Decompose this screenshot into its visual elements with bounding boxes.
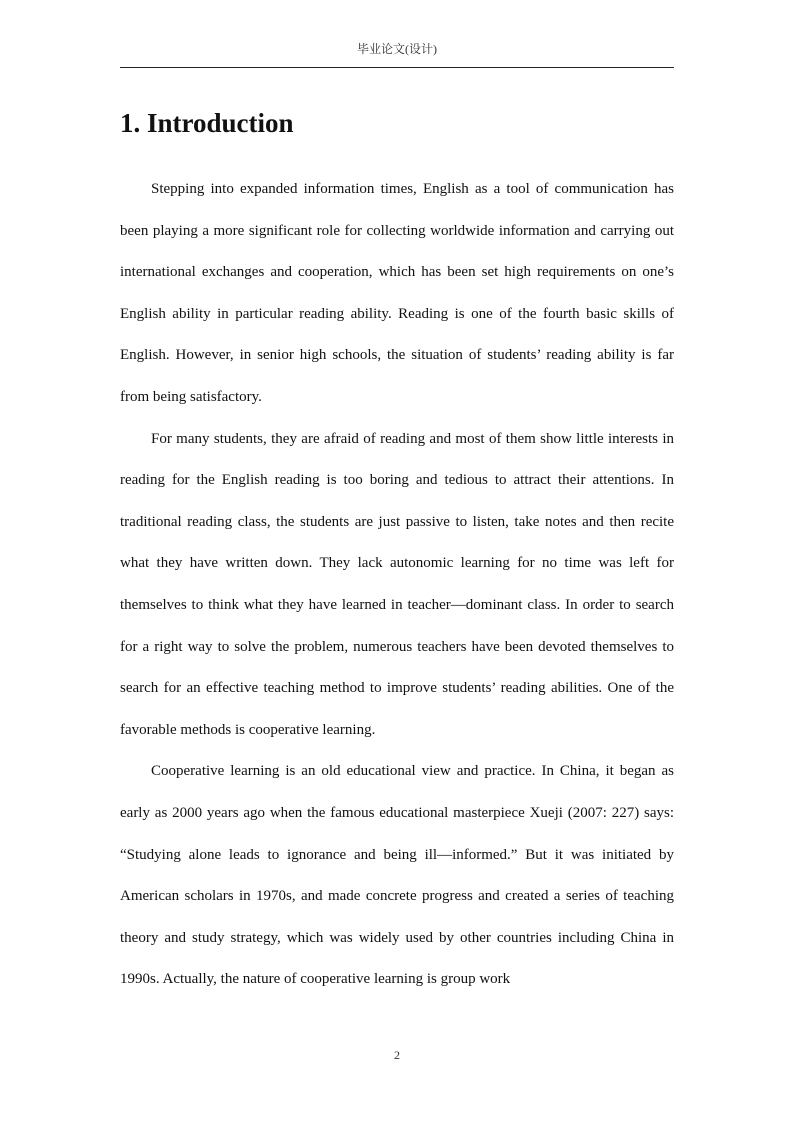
header-rule (120, 67, 674, 68)
page-number: 2 (394, 1048, 400, 1062)
running-header: 毕业论文(设计) (357, 42, 437, 56)
paragraph: Cooperative learning is an old educational view and practice. In China, it began as early as 2000 years ago when the famous educational masterpiece Xueji (2007: 227) says: “Studying alone leads to ignorance and being ill—informed.” But it was initiated by American scholars in 1970s, and made concrete progress and created a series of teaching theory and study strategy, which was widely used by other countries including China in 1990s. Actually, the nature of cooperative learning is group work (120, 763, 674, 988)
section-heading: 1. Introduction (120, 108, 294, 138)
paragraph: Stepping into expanded information times, English as a tool of communication has been playing a more significant role for collecting worldwide information and carrying out international exchanges and cooperation, which has been set high requirements on one’s English ability in particular reading ability. Reading is one of the fourth basic skills of English. However, in senior high schools, the situation of students’ reading ability is far from being satisfactory. (120, 181, 674, 405)
body-text (120, 169, 674, 1001)
paragraph: For many students, they are afraid of reading and most of them show little interests in reading for the English reading is too boring and tedious to attract their attentions. In traditional reading class, the students are just passive to listen, take notes and then recite what they have written down. They lack autonomic learning for no time was left for themselves to think what they have learned in teacher—dominant class. In order to search for a right way to solve the problem, numerous teachers have been devoted themselves to search for an effective teaching method to improve students’ reading abilities. One of the favorable methods is cooperative learning. (120, 430, 674, 738)
